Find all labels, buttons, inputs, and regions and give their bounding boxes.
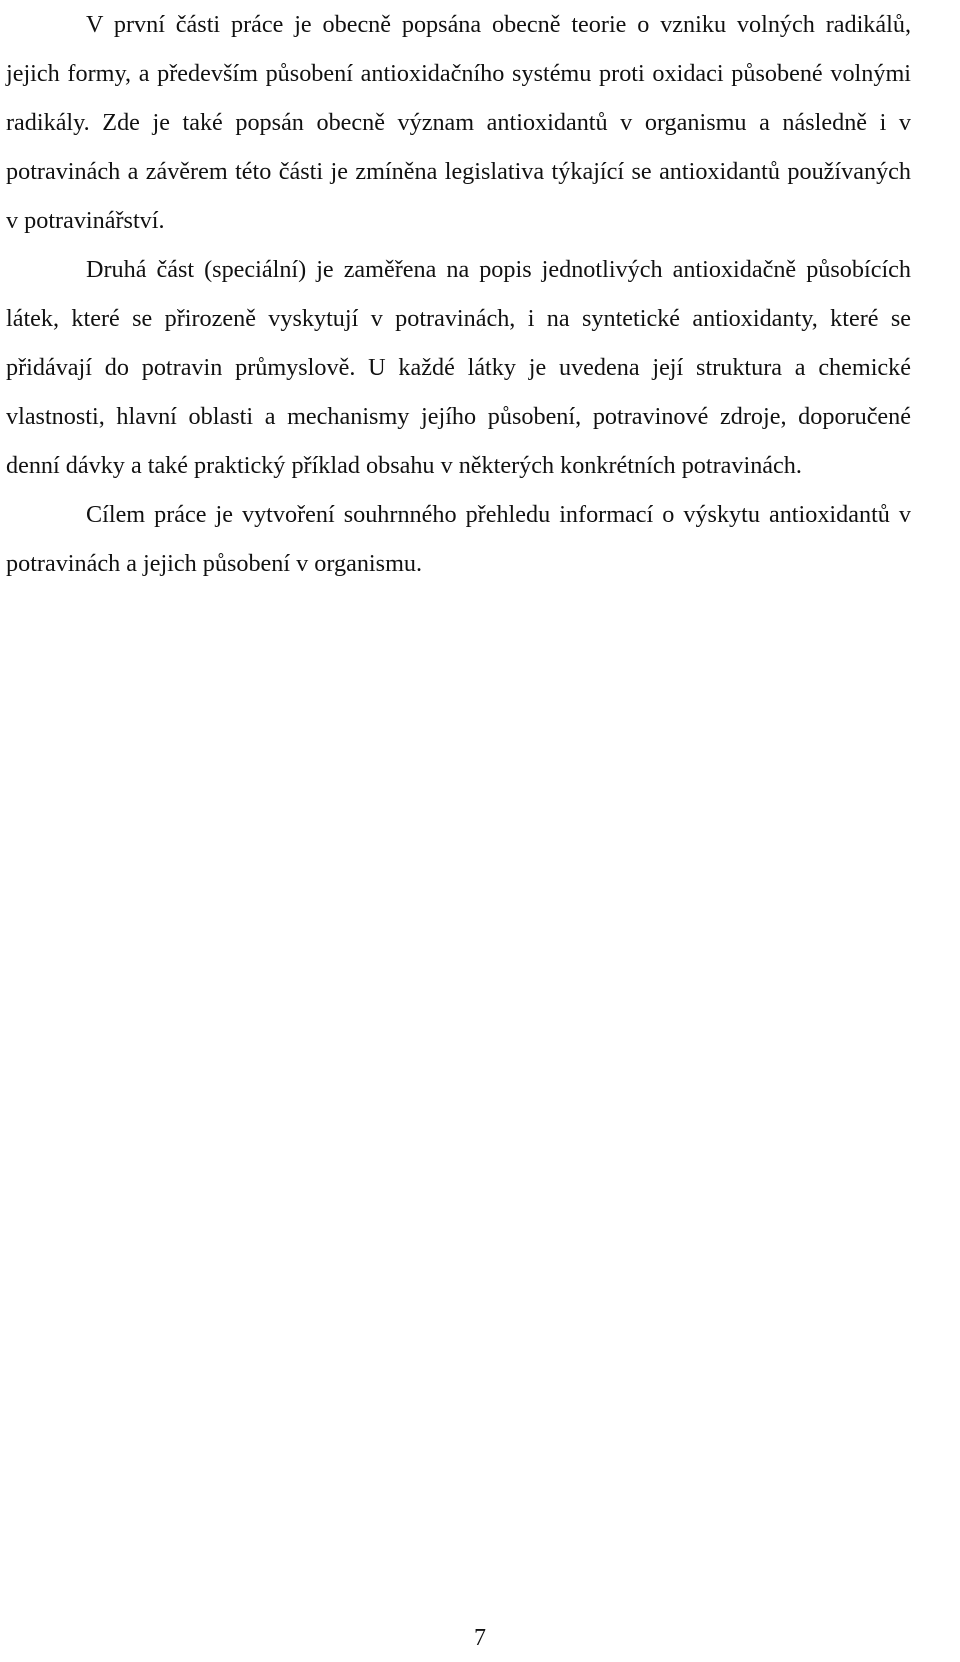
page-number: 7 bbox=[474, 1625, 486, 1651]
paragraph-special-part: Druhá část (speciální) je zaměřena na popis jednotlivých antioxidačně působících látek, které se přirozeně vyskytují v potravinách, i na syntetické antioxidanty, které se přidávají do potravin průmyslově. U každé látky je uvedena její struktura a chemické vlastnosti, hlavní oblasti a mechanismy jejího působení, potravinové zdroje, doporučené denní dávky a také praktický příklad obsahu v některých konkrétních potravinách. bbox=[6, 256, 911, 479]
paragraph-intro: V první části práce je obecně popsána obecně teorie o vzniku volných radikálů, jejich formy, a především působení antioxidačního systému proti oxidaci působené volnými radikály. Zde je také popsán obecně význam antioxidantů v organismu a následně i v potravinách a závěrem této části je zmíněna legislativa týkající se antioxidantů používaných v potravinářství. bbox=[6, 11, 911, 234]
paragraph-goal: Cílem práce je vytvoření souhrnného přehledu informací o výskytu antioxidantů v potravinách a jejich působení v organismu. bbox=[6, 501, 911, 577]
body-text bbox=[6, 0, 911, 588]
